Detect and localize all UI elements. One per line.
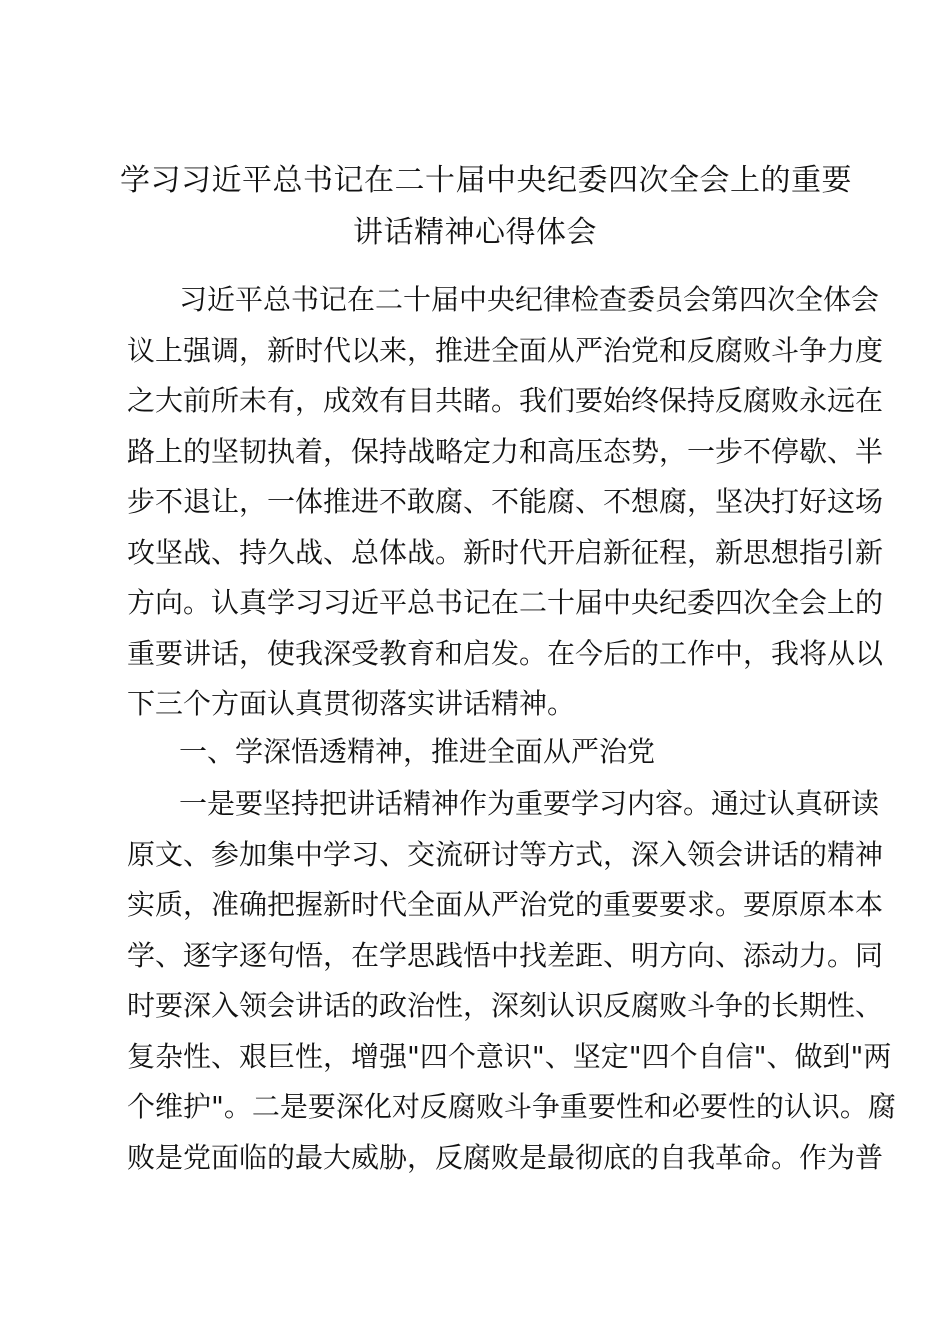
paragraph-line: 实质，准确把握新时代全面从严治党的重要要求。要原原本本 — [127, 888, 884, 921]
paragraph-line: 路上的坚韧执着，保持战略定力和高压态势，一步不停歇、半 — [127, 435, 884, 468]
paragraph-line: 下三个方面认真贯彻落实讲话精神。 — [127, 687, 576, 720]
paragraph-line: 时要深入领会讲话的政治性，深刻认识反腐败斗争的长期性、 — [127, 989, 884, 1022]
paragraph-line: 一是要坚持把讲话精神作为重要学习内容。通过认真研读 — [179, 787, 880, 820]
document-title-line-2: 讲话精神心得体会 — [353, 215, 597, 250]
paragraph-line: 原文、参加集中学习、交流研讨等方式，深入领会讲话的精神 — [127, 838, 884, 871]
paragraph-line: 复杂性、艰巨性，增强"四个意识"、坚定"四个自信"、做到"两 — [127, 1040, 892, 1073]
paragraph-line: 习近平总书记在二十届中央纪律检查委员会第四次全体会 — [179, 283, 880, 316]
paragraph-line: 之大前所未有，成效有目共睹。我们要始终保持反腐败永远在 — [127, 384, 884, 417]
paragraph-line: 方向。认真学习习近平总书记在二十届中央纪委四次全会上的 — [127, 586, 884, 619]
paragraph-line: 重要讲话，使我深受教育和启发。在今后的工作中，我将从以 — [127, 637, 884, 670]
paragraph-line: 学、逐字逐句悟，在学思践悟中找差距、明方向、添动力。同 — [127, 939, 884, 972]
paragraph-line: 步不退让，一体推进不敢腐、不能腐、不想腐，坚决打好这场 — [127, 485, 884, 518]
paragraph-line: 败是党面临的最大威胁，反腐败是最彻底的自我革命。作为普 — [127, 1141, 884, 1174]
paragraph-line: 个维护"。二是要深化对反腐败斗争重要性和必要性的认识。腐 — [127, 1090, 896, 1123]
paragraph-line: 议上强调，新时代以来，推进全面从严治党和反腐败斗争力度 — [127, 334, 884, 367]
document-title-line-1: 学习习近平总书记在二十届中央纪委四次全会上的重要 — [120, 163, 852, 198]
paragraph-line: 攻坚战、持久战、总体战。新时代开启新征程，新思想指引新 — [127, 536, 884, 569]
section-heading: 一、学深悟透精神，推进全面从严治党 — [179, 735, 656, 768]
